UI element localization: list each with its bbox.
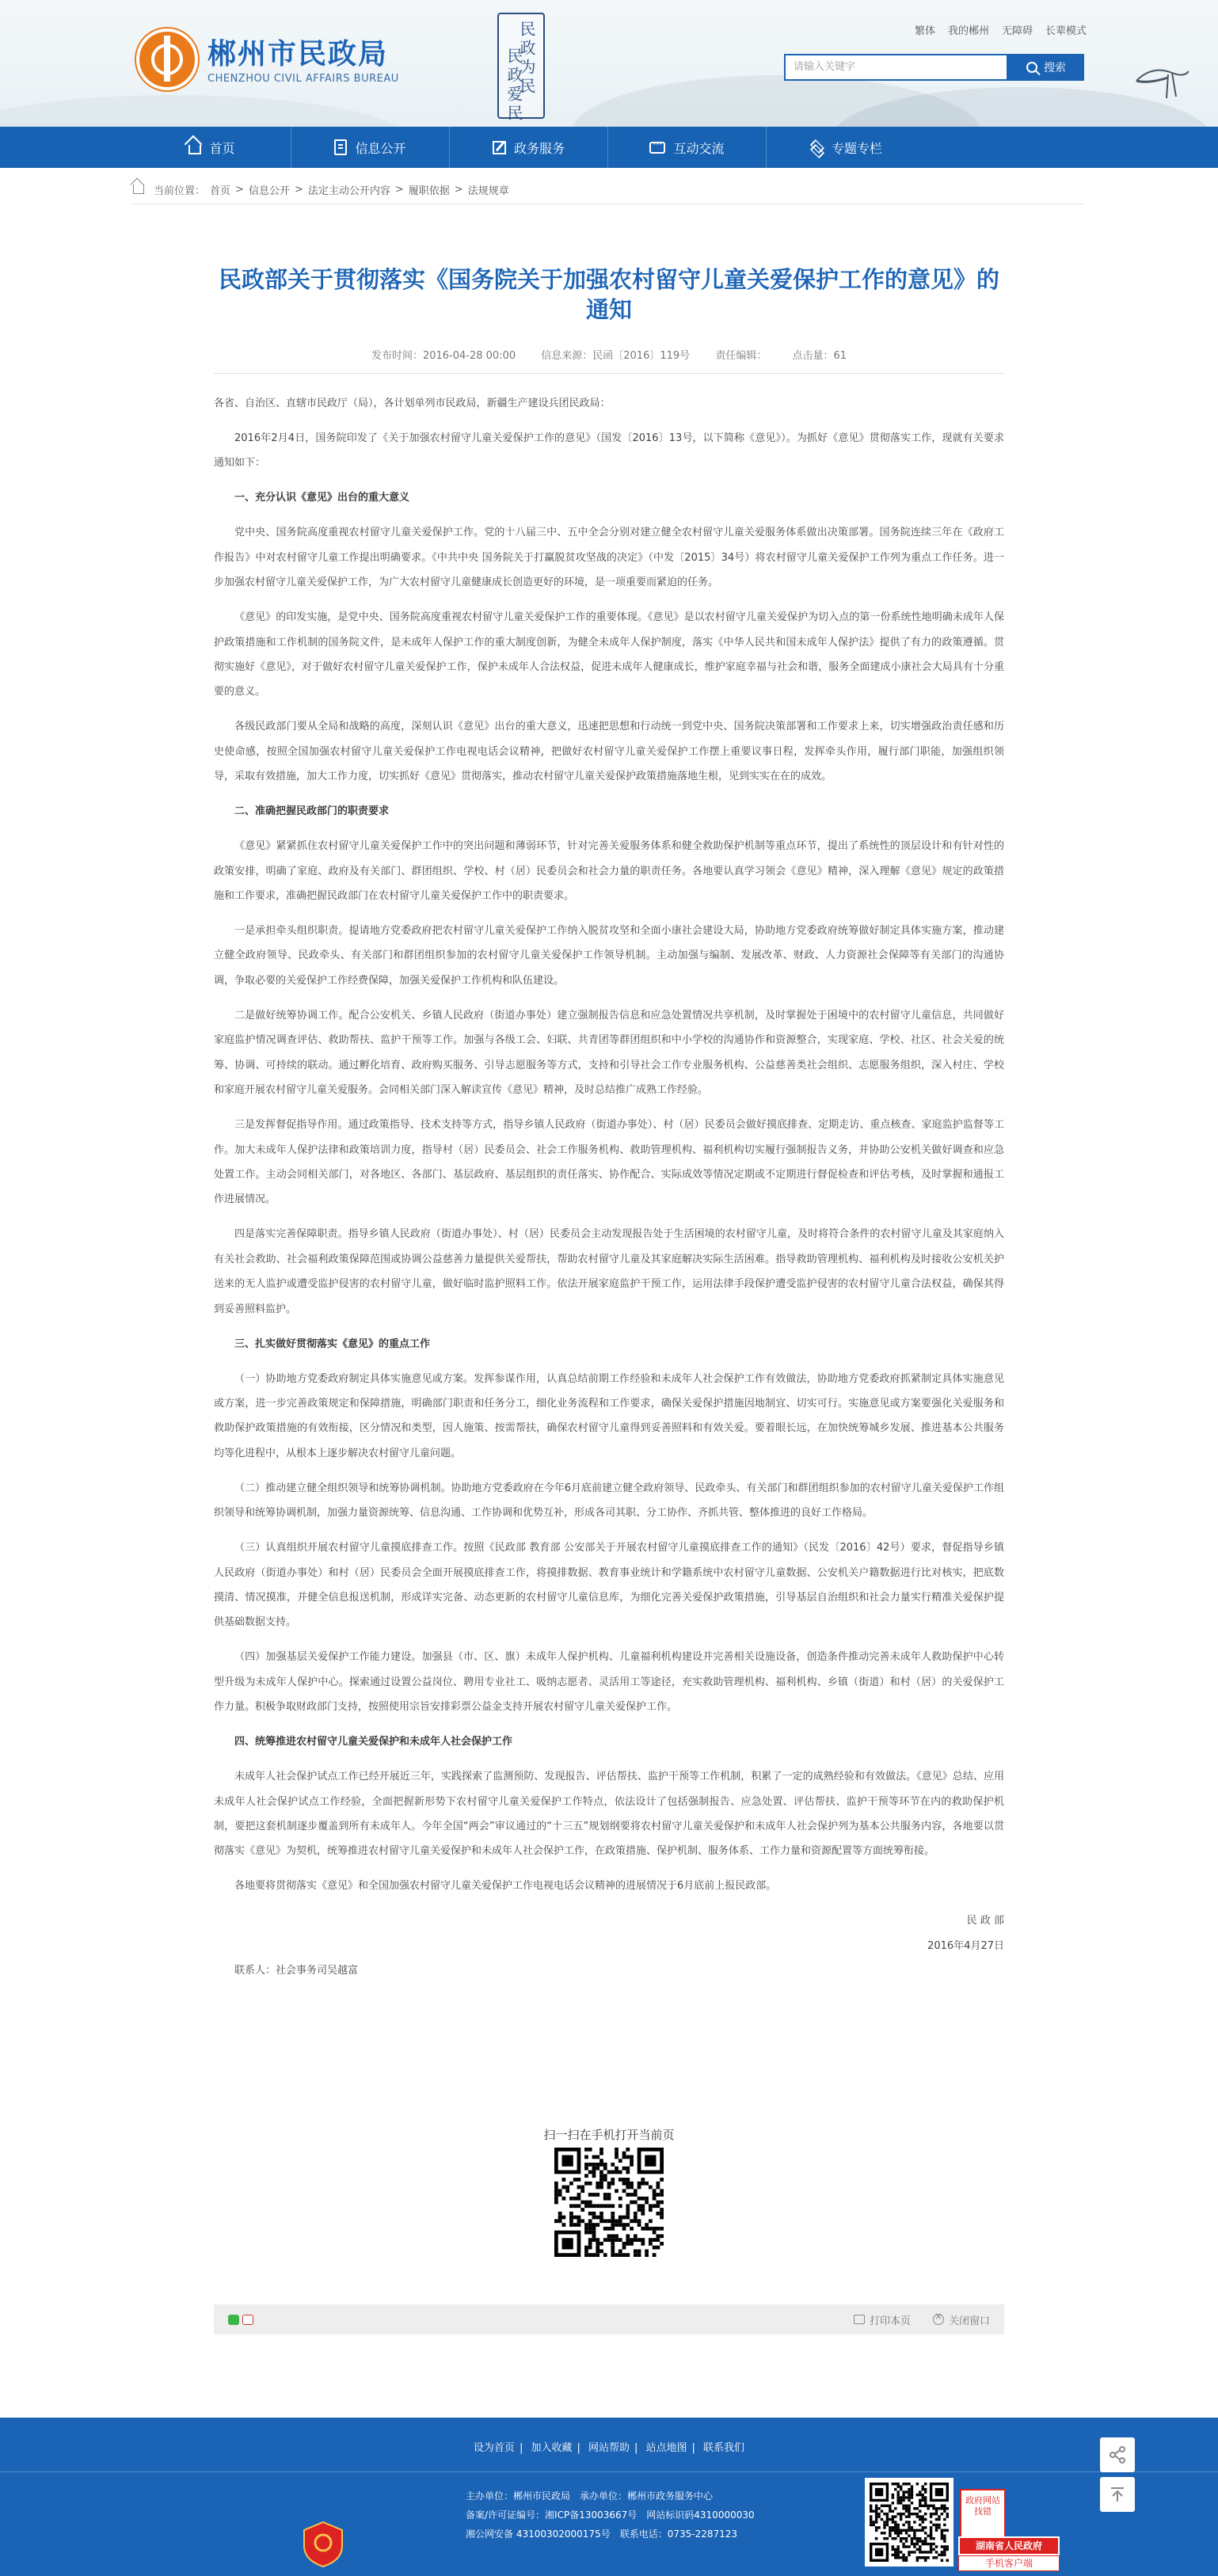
print-button[interactable] — [854, 2312, 911, 2327]
breadcrumb — [133, 179, 1085, 200]
nav-label: 互动交流 — [673, 140, 725, 156]
close-icon — [933, 2314, 944, 2325]
chat-icon — [649, 142, 665, 154]
close-label: 关闭窗口 — [948, 2315, 990, 2327]
nav-item-special-topics[interactable] — [767, 127, 925, 168]
print-label: 打印本页 — [869, 2315, 911, 2327]
footer-link-contact[interactable]: 联系我们 — [703, 2442, 745, 2454]
nav-item-gov-services[interactable] — [450, 127, 608, 168]
search-icon — [1026, 62, 1037, 73]
paragraph: 未成年人社会保护试点工作已经开展近三年，实践探索了监测预防、发现报告、评估帮扶、监护干预等工作机制，积累了一定的成熟经验和有效做法。《意见》总结、应用未成年人社会保护试点工作经验，全面把握新形势下农村留守儿童关爱保护工作特点，依法设计了包括强制报告、应急处置、评估帮扶、监护干预等环节在内的救助保护机制，要把这套机制逐步覆盖到所有未成年人。今年全国“两会”审议通过的“十三五”规划纲要将农村留守儿童关爱保护和未成年人社会保护列为基本公共服务内容，各地要以贯彻落实《意见》为契机，统筹推进农村留守儿童关爱保护和未成年人社会保护工作，在政策措施、保护机制、服务体系、工作力量和资源配置等方面统筹衔接。 — [214, 1771, 1004, 1858]
page-qr-code — [554, 2148, 664, 2257]
nav-item-interaction[interactable] — [608, 127, 767, 168]
paragraph: 三是发挥督促指导作用。通过政策指导、技术支持等方式，指导乡镇人民政府（街道办事处）、村（居）民委员会做好摸底排查、定期走访、重点核查、家庭监护监督等工作。加大未成年人保护法律和政策培训力度，指导村（居）民委员会、社会工作服务机构、救助管理机构、福利机构切实履行强制报告义务，并协助公安机关做好调查和应急处置工作。主动会同相关部门，对各地区、各部门、基层政府、基层组织的责任落实、协作配合、实际成效等情况定期或不定期进行督促检查和评估考核，及时掌握和通报工作进展情况。 — [214, 1119, 1004, 1206]
site-name-en: CHENZHOU CIVIL AFFAIRS BUREAU — [207, 73, 399, 85]
nav-item-home[interactable] — [133, 127, 291, 168]
divider — [214, 373, 1004, 374]
footer-info — [466, 2487, 838, 2544]
civil-affairs-logo-icon[interactable] — [136, 29, 198, 90]
party-gov-badge-icon[interactable] — [303, 2521, 344, 2568]
breadcrumb-separator: > — [294, 183, 303, 196]
paragraph: 一是承担牵头组织职责。提请地方党委政府把农村留守儿童关爱保护工作纳入脱贫攻坚和全面小康社会建设大局，协助地方党委政府统筹做好制定具体实施方案，推动建立健全政府领导、民政牵头、有关部门和群团组织参加的农村留守儿童关爱保护工作领导机制。主动加强与编制、发展改革、财政、人力资源社会保障等有关部门的沟通协调，争取必要的关爱保护工作经费保障，加强关爱保护工作机构和队伍建设。 — [214, 925, 1004, 987]
nav-item-info-disclosure[interactable] — [291, 127, 450, 168]
paragraph: 二是做好统筹协调工作。配合公安机关、乡镇人民政府（街道办事处）建立强制报告信息和应急处置情况共享机制，及时掌握处于困境中的农村留守儿童信息，共同做好家庭监护情况调查评估、救助帮扶、监护干预等工作。加强与各级工会、妇联、共青团等群团组织和中小学校的沟通协作和资源整合，实现家庭、学校、社区、社会关爱的统筹、协调、可持续的联动。通过孵化培育、政府购买服务、引导志愿服务等方式，支持和引导社会工作专业服务机构、公益慈善类社会组织、志愿服务组织，深入村庄、学校和家庭开展农村留守儿童关爱服务。会同相关部门深入解读宣传《意见》精神，及时总结推广成熟工作经验。 — [214, 1009, 1004, 1097]
main-nav — [0, 127, 1218, 168]
paragraph: 《意见》紧紧抓住农村留守儿童关爱保护工作中的突出问题和薄弱环节，针对完善关爱服务体系和健全救助保护机制等重点环节，提出了系统性的顶层设计和有针对性的政策安排，明确了家庭、政府及有关部门、群团组织、学校、村（居）民委员会和社会力量的职责任务。各地要认真学习领会《意见》精神，深入理解《意见》规定的政策措施和工作要求，准确把握民政部门在农村留守儿童关爱保护工作中的职责要求。 — [214, 840, 1004, 903]
wechat-share-icon[interactable] — [228, 2315, 239, 2325]
paragraph: 联系人：社会事务司吴越富 — [234, 1965, 359, 1977]
paragraph: （四）加强基层关爱保护工作能力建设。加强县（市、区、旗）未成年人保护机构、儿童福利机构建设并完善相关设施设备，创造条件推动完善未成年人救助保护中心转型升级为未成年人保护中心。探索通过设置公益岗位、聘用专业社工、吸纳志愿者、灵活用工等途径，充实救助管理机构、福利机构、乡镇（街道）和村（居）的关爱保护工作力量。积极争取财政部门支持，按照使用宗旨安排彩票公益金支持开展农村留守儿童关爱保护工作。 — [214, 1651, 1004, 1714]
article-body — [214, 391, 1004, 1984]
paragraph: 各级民政部门要从全局和战略的高度，深刻认识《意见》出台的重大意义，迅速把思想和行动统一到党中央、国务院决策部署和工作要求上来，切实增强政治责任感和历史使命感，按照全国加强农村留守儿童关爱保护工作电视电话会议精神，把做好农村留守儿童关爱保护工作摆上重要议事日程，发挥牵头作用，履行部门职能，加强组织领导，采取有效措施，加大工作力度，切实抓好《意见》贯彻落实，推动农村留守儿童关爱保护政策措施落地生根，见到实实在在的成效。 — [214, 721, 1004, 783]
info-source: 信息来源：民函〔2016〕119号 — [541, 350, 691, 362]
section-heading: 三、扎实做好贯彻落实《意见》的重点工作 — [234, 1337, 431, 1350]
breadcrumb-item[interactable]: 法规规章 — [467, 185, 509, 197]
publish-time: 发布时间：2016-04-28 00:00 — [371, 350, 516, 362]
home-icon — [188, 145, 201, 154]
arrow-up-icon — [1109, 2486, 1126, 2503]
article — [214, 264, 1004, 1993]
footer-qr-code — [865, 2478, 953, 2566]
share-icon — [1109, 2446, 1126, 2464]
side-share-button[interactable] — [1100, 2437, 1135, 2472]
paragraph: （一）协助地方党委政府制定具体实施意见或方案。发挥参谋作用，认真总结前期工作经验和未成年人社会保护工作有效做法，协助地方党委政府抓紧制定具体实施意见或方案，进一步完善政策规定和保障措施，明确部门职责和任务分工，细化业务流程和工作要求，确保关爱保护措施因地制宜、切实可行。实施意见或方案要强化关爱服务和救助保护政策措施的有效衔接，区分情况和类型，因人施策、按需帮扶，确保农村留守儿童得到妥善照料和有效关爱。要着眼长远，在加快统筹城乡发展、推进基本公共服务均等化进程中，从根本上逐步解决农村留守儿童问题。 — [214, 1372, 1004, 1459]
breadcrumb-prefix: 当前位置： — [154, 185, 206, 197]
background-hill — [0, 95, 412, 127]
paragraph: 《意见》的印发实施，是党中央、国务院高度重视农村留守儿童关爱保护工作的重要体现。《意见》是以农村留守儿童关爱保护为切入点的第一份系统性地明确未成年人保护政策措施和工作机制的国务院文件，是未成年人保护工作的重大制度创新，为健全未成年人保护制度，落实《中华人民共和国未成年人保护法》提供了有力的政策遵循。贯彻实施好《意见》，对于做好农村留守儿童关爱保护工作，保护未成年人合法权益，促进未成年人健康成长，维护家庭幸福与社会和谐，服务全面建成小康社会大局具有十分重要的意义。 — [214, 611, 1004, 698]
document-icon — [334, 139, 347, 155]
slogan-line-2: 民政爱民 — [504, 48, 523, 124]
view-count: 点击量：61 — [792, 350, 847, 362]
edit-icon — [493, 141, 506, 154]
gov-app-title: 湖南省人民政府 — [958, 2536, 1060, 2555]
article-meta — [214, 347, 1004, 362]
breadcrumb-item[interactable]: 法定主动公开内容 — [307, 185, 390, 197]
section-heading: 一、充分认识《意见》出台的重大意义 — [234, 492, 410, 504]
article-title: 民政部关于贯彻落实《国务院关于加强农村留守儿童关爱保护工作的意见》的通知 — [218, 266, 999, 323]
nav-label: 首页 — [209, 140, 235, 156]
close-window-button[interactable] — [933, 2312, 990, 2327]
breadcrumb-separator: > — [454, 183, 463, 196]
footer-link-help[interactable]: 网站帮助 — [588, 2442, 630, 2454]
gov-site-error-report[interactable]: 政府网站找错 — [960, 2489, 1006, 2560]
breadcrumb-separator: > — [235, 183, 244, 196]
signature-line: 2016年4月27日 — [927, 1939, 1004, 1952]
printer-icon — [854, 2315, 865, 2324]
paragraph: （二）推动建立健全组织领导和统筹协调机制。协助地方党委政府在今年6月底前建立健全政府领导、民政牵头、有关部门和群团组织参加的农村留守儿童关爱保护工作组织领导和统筹协调机制，加强力量资源统筹、信息沟通、工作协调和优势互补，形成各司其职、分工协作、齐抓共管、整体推进的良好工作格局。 — [214, 1482, 1004, 1520]
hunan-gov-app-link[interactable] — [958, 2536, 1060, 2571]
paragraph: 各省、自治区、直辖市民政厅（局），各计划单列市民政局，新疆生产建设兵团民政局： — [214, 398, 611, 409]
nav-label: 专题专栏 — [831, 140, 882, 156]
breadcrumb-separator: > — [394, 183, 404, 196]
top-link-elder-mode[interactable]: 长辈模式 — [1045, 25, 1087, 37]
paragraph: 2016年2月4日，国务院印发了《关于加强农村留守儿童关爱保护工作的意见》（国发〔2016〕13号，以下简称《意见》）。为抓好《意见》贯彻落实工作，现就有关要求通知如下： — [214, 432, 1004, 470]
crane-decoration-icon — [1129, 49, 1192, 105]
qr-title: 扫一扫在手机打开当前页 — [543, 2128, 675, 2142]
top-link-traditional[interactable]: 繁体 — [914, 25, 935, 37]
site-header — [0, 0, 1218, 127]
section-heading: 二、准确把握民政部门的职责要求 — [234, 805, 390, 818]
site-footer — [0, 2418, 1218, 2576]
footer-police[interactable]: 湘公网安备 43100302000175号 联系电话：0735-2287123 — [466, 2528, 738, 2540]
search-button[interactable] — [1008, 54, 1084, 81]
share-bar — [214, 2304, 1004, 2334]
weibo-share-icon[interactable] — [242, 2315, 253, 2325]
breadcrumb-item[interactable]: 信息公开 — [248, 185, 290, 197]
search-button-label: 搜索 — [1044, 62, 1066, 74]
divider — [0, 2471, 1218, 2472]
footer-link-homepage[interactable]: 设为首页 — [473, 2442, 515, 2454]
section-heading: 四、统筹推进农村留守儿童关爱保护和未成年人社会保护工作 — [234, 1736, 513, 1748]
footer-link-favorite[interactable]: 加入收藏 — [531, 2442, 573, 2454]
nav-label: 政务服务 — [513, 140, 565, 156]
search-input[interactable]: 请输入关键字 — [784, 54, 1008, 81]
signature-line: 民 政 部 — [966, 1915, 1004, 1927]
paragraph: 各地要将贯彻落实《意见》和全国加强农村留守儿童关爱保护工作电视电话会议精神的进展情况于6月底前上报民政部。 — [234, 1880, 777, 1893]
editor: 责任编辑： — [715, 350, 767, 362]
back-to-top-button[interactable] — [1100, 2477, 1135, 2512]
footer-icp[interactable]: 备案/许可证编号：湘ICP备13003667号 网站标识码4310000030 — [466, 2509, 755, 2521]
paragraph: 党中央、国务院高度重视农村留守儿童关爱保护工作。党的十八届三中、五中全会分别对建立健全农村留守儿童关爱服务体系做出决策部署。国务院连续三年在《政府工作报告》中对农村留守儿童工作提出明确要求。《中共中央 国务院关于打赢脱贫攻坚战的决定》（中发〔2015〕34号）将农村留守儿童关爱保护工作列为重点工作任务。进一步加强农村留守儿童关爱保护工作，为广大农村留守儿童健康成长创造更好的环境，是一项重要而紧迫的任务。 — [214, 527, 1004, 589]
gov-app-subtitle: 手机客户端 — [958, 2555, 1060, 2571]
home-icon — [133, 185, 144, 194]
footer-links: 设为首页 | 加入收藏 | 网站帮助 | 站点地图 | 联系我们 — [473, 2442, 745, 2454]
layers-icon — [809, 140, 824, 154]
footer-link-sitemap[interactable]: 站点地图 — [645, 2442, 687, 2454]
top-link-accessibility[interactable]: 无障碍 — [1001, 25, 1033, 37]
nav-label: 信息公开 — [355, 140, 406, 156]
site-name[interactable]: 郴州市民政局 — [207, 37, 389, 70]
breadcrumb-item[interactable]: 履职依据 — [408, 185, 450, 197]
paragraph: （三）认真组织开展农村留守儿童摸底排查工作。按照《民政部 教育部 公安部关于开展农村留守儿童摸底排查工作的通知》（民发〔2016〕42号）要求，督促指导乡镇人民政府（街道办事处）和村（居）民委员会全面开展摸底排查工作，将摸排数据、教育事业统计和学籍系统中农村留守儿童数据、公安机关户籍数据进行比对核实，把底数摸清、情况摸准，并健全信息报送机制，形成详实完备、动态更新的农村留守儿童信息库，为细化完善关爱保护政策措施，引导基层自治组织和社会力量实行精准关爱保护提供基础数据支持。 — [214, 1542, 1004, 1629]
top-link-my-chenzhou[interactable]: 我的郴州 — [947, 25, 989, 37]
paragraph: 四是落实完善保障职责。指导乡镇人民政府（街道办事处）、村（居）民委员会主动发现报告处于生活困境的农村留守儿童，及时将符合条件的农村留守儿童及其家庭纳入有关社会救助、社会福利政策保障范围或协调公益慈善力量提供关爱帮扶，帮助农村留守儿童及其家庭解决实际生活困难。指导救助管理机构、福利机构及时接收公安机关护送来的无人监护或遭受监护侵害的农村留守儿童，做好临时监护照料工作。依法开展家庭监护干预工作，运用法律手段保护遭受监护侵害的农村留守儿童合法权益，确保其得到妥善照料监护。 — [214, 1228, 1004, 1315]
footer-host: 主办单位：郴州市民政局 承办单位：郴州市政务服务中心 — [466, 2490, 714, 2502]
top-links — [915, 22, 1087, 37]
slogan-line-1: 民政为民 — [517, 21, 536, 97]
breadcrumb-item[interactable]: 首页 — [210, 185, 231, 197]
